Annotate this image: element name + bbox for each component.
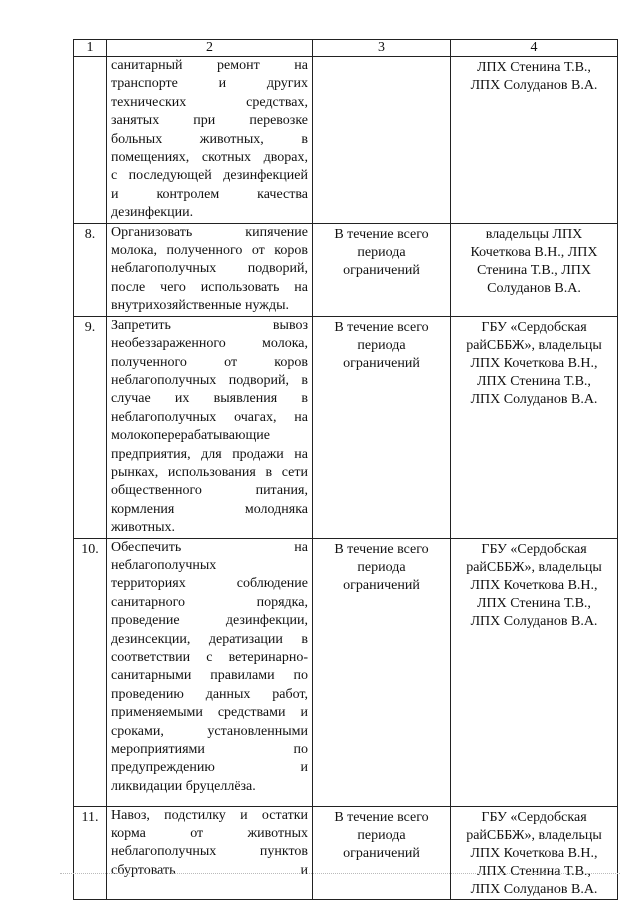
measure-text-line: технических средствах,	[111, 94, 308, 110]
term-text-line: В течение всего	[334, 319, 429, 335]
responsible-text-line: владельцы ЛПХ	[485, 226, 583, 242]
measure-text-line: необеззараженного молока,	[111, 336, 308, 352]
measure-text-line: корма от животных	[111, 825, 308, 841]
measure-term	[313, 57, 451, 224]
row-number: 11.	[74, 806, 107, 899]
responsible-text-line: ЛПХ Стенина Т.В.,	[477, 60, 591, 75]
measure-term	[313, 806, 451, 899]
responsible-text-line: ЛПХ Солуданов В.А.	[470, 881, 598, 897]
measure-text-line: случае их выявления в	[111, 391, 308, 407]
term-text-line: периода	[357, 337, 406, 353]
responsible-text-line: ЛПХ Кочеткова В.Н.,	[470, 577, 598, 593]
measure-text-line: проведение дезинфекции,	[111, 613, 308, 629]
column-header-1: 1	[74, 40, 107, 57]
term-text-line: В течение всего	[334, 541, 429, 557]
measure-text-line: дезинфекции.	[111, 205, 194, 221]
row-number: 8.	[74, 223, 107, 316]
table-row	[74, 57, 618, 224]
term-text-line: В течение всего	[334, 809, 429, 825]
term-text-line: ограничений	[343, 355, 420, 371]
measure-description	[107, 57, 313, 224]
responsible-text-line: ЛПХ Солуданов В.А.	[470, 391, 598, 407]
measure-text-line: кормления молодняка	[111, 501, 308, 517]
measure-text-line: ликвидации бруцеллёза.	[111, 778, 256, 794]
table-row	[74, 538, 618, 806]
table-row	[74, 316, 618, 538]
measure-description	[107, 806, 313, 899]
measure-text-line: Обеспечить на	[111, 539, 308, 555]
table-row	[74, 223, 618, 316]
responsible-text-line: райСББЖ», владельцы	[466, 337, 602, 353]
measure-text-line: с последующей дезинфекцией	[111, 168, 308, 184]
measure-text-line: сбуртовать и	[111, 862, 308, 878]
column-header-4: 4	[451, 40, 618, 57]
measure-text-line: и контролем качества	[111, 186, 308, 202]
responsible-parties	[451, 223, 618, 316]
row-number	[74, 57, 107, 224]
responsible-text-line: ЛПХ Кочеткова В.Н.,	[470, 355, 598, 371]
measure-text-line: животных.	[111, 520, 176, 536]
responsible-text-line: ЛПХ Солуданов В.А.	[470, 613, 598, 629]
responsible-text-line: ГБУ «Сердобская	[481, 541, 587, 557]
responsible-text-line: райСББЖ», владельцы	[466, 827, 602, 843]
measure-text-line: дезинсекции, дератизации в	[111, 631, 308, 647]
responsible-parties	[451, 316, 618, 538]
measure-text-line: помещениях, скотных дворах,	[111, 150, 308, 166]
responsible-text-line: Кочеткова В.Н., ЛПХ	[470, 244, 598, 260]
measure-text-line: внутрихозяйственные нужды.	[111, 298, 290, 314]
term-text-line: периода	[357, 244, 406, 260]
column-header-2: 2	[107, 40, 313, 57]
measure-term	[313, 223, 451, 316]
term-text-line: В течение всего	[334, 226, 429, 242]
table-header-row	[74, 40, 618, 57]
measure-text-line: после чего использовать на	[111, 279, 308, 295]
measure-text-line: применяемыми средствами и	[111, 705, 308, 721]
responsible-text-line: ЛПХ Стенина Т.В.,	[477, 373, 591, 389]
responsible-text-line: райСББЖ», владельцы	[466, 559, 602, 575]
column-header-3: 3	[313, 40, 451, 57]
measures-table	[73, 39, 618, 900]
measure-text-line: территориях соблюдение	[111, 576, 308, 592]
responsible-parties	[451, 57, 618, 224]
measure-text-line: предупреждению и	[111, 760, 308, 776]
responsible-text-line: Стенина Т.В., ЛПХ	[477, 262, 591, 278]
responsible-text-line: ЛПХ Солуданов В.А.	[470, 78, 598, 93]
measure-text-line: больных животных, в	[111, 131, 308, 147]
measure-text-line: неблагополучных подворий,	[111, 261, 308, 277]
term-text-line: ограничений	[343, 577, 420, 593]
term-text-line: ограничений	[343, 262, 420, 278]
measure-text-line: неблагополучных подворий, в	[111, 372, 308, 388]
measure-description	[107, 316, 313, 538]
measure-text-line: сроками, установленными	[111, 723, 308, 739]
responsible-text-line: ЛПХ Стенина Т.В.,	[477, 863, 591, 879]
responsible-text-line: ГБУ «Сердобская	[481, 319, 587, 335]
measure-text-line: санитарный ремонт на	[111, 58, 308, 73]
measure-text-line: занятых при перевозке	[111, 113, 308, 129]
table-body	[74, 57, 618, 900]
measure-term	[313, 316, 451, 538]
responsible-text-line: ЛПХ Кочеткова В.Н.,	[470, 845, 598, 861]
measure-text-line: мероприятиями по	[111, 742, 308, 758]
measure-text-line: Организовать кипячение	[111, 224, 308, 240]
measure-text-line: неблагополучных пунктов	[111, 844, 308, 860]
measure-text-line: неблагополучных	[111, 557, 217, 573]
responsible-parties	[451, 538, 618, 806]
responsible-parties	[451, 806, 618, 899]
measure-text-line: молока, полученного от коров	[111, 243, 308, 259]
measure-text-line: рынках, использования в сети	[111, 464, 308, 480]
responsible-text-line: ГБУ «Сердобская	[481, 809, 587, 825]
measure-text-line: санитарного порядка,	[111, 594, 308, 610]
measure-text-line: санитарными правилами по	[111, 668, 308, 684]
responsible-text-line: ЛПХ Стенина Т.В.,	[477, 595, 591, 611]
term-text-line: периода	[357, 827, 406, 843]
responsible-text-line: Солуданов В.А.	[487, 280, 581, 296]
measure-text-line: молокоперерабатывающие	[111, 428, 270, 444]
measure-text-line: проведению данных работ,	[111, 686, 308, 702]
table-row	[74, 806, 618, 899]
measure-term	[313, 538, 451, 806]
row-number: 9.	[74, 316, 107, 538]
term-text-line: ограничений	[343, 845, 420, 861]
measure-text-line: Запретить вывоз	[111, 317, 308, 333]
measure-text-line: транспорте и других	[111, 76, 308, 92]
measure-text-line: полученного от коров	[111, 354, 308, 370]
measure-text-line: Навоз, подстилку и остатки	[111, 807, 308, 823]
measure-description	[107, 538, 313, 806]
measure-text-line: предприятия, для продажи на	[111, 446, 308, 462]
measure-text-line: общественного питания,	[111, 483, 308, 499]
term-text-line: периода	[357, 559, 406, 575]
measure-text-line: соответствии с ветеринарно-	[111, 650, 308, 665]
measure-text-line: неблагополучных очагах, на	[111, 409, 308, 425]
row-number: 10.	[74, 538, 107, 806]
measure-description	[107, 223, 313, 316]
bottom-scan-line	[60, 873, 620, 874]
